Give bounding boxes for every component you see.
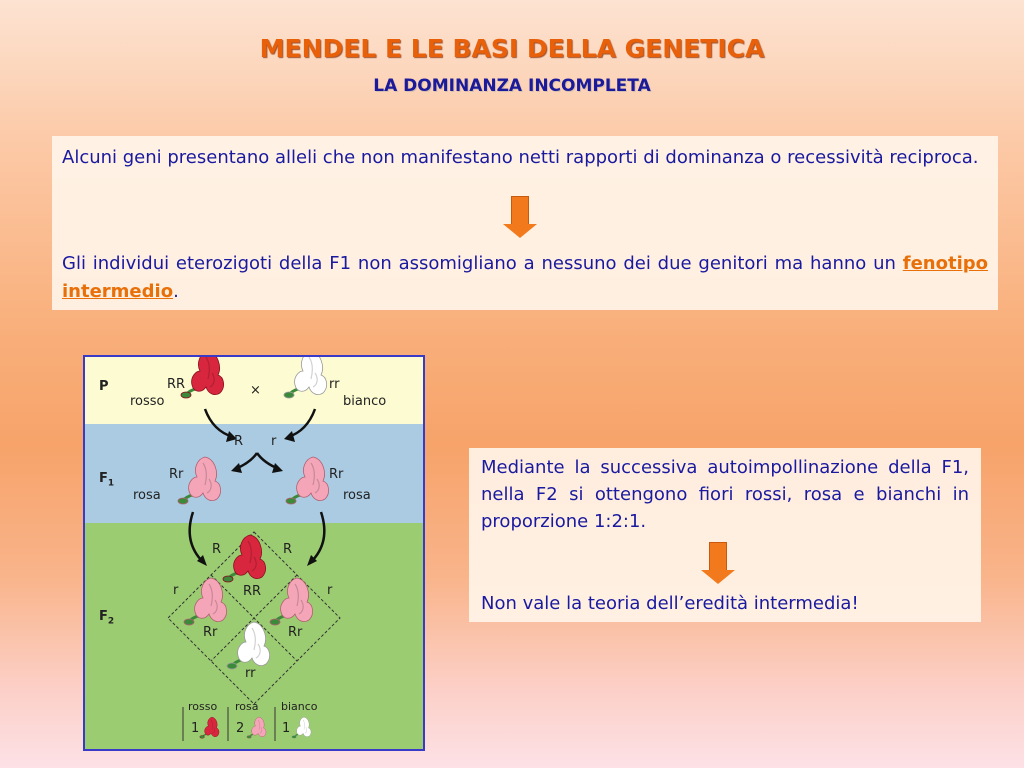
grid-gamete-left: r: [173, 583, 179, 598]
legend-red-flower-icon: [200, 717, 219, 738]
parent-left-label: rosso: [130, 394, 165, 409]
grid-left-genotype: Rr: [203, 625, 218, 640]
legend-label-rosa: rosa: [235, 700, 259, 713]
f1-right-genotype: Rr: [329, 467, 344, 482]
grid-bottom-genotype: rr: [245, 666, 256, 681]
f2-paragraph: Mediante la successiva autoimpollinazione della F1, nella F2 si ottengono fiori rossi, rosa e bianchi in proporzione 1:2:1.: [481, 457, 969, 532]
legend-white-flower-icon: [292, 717, 311, 738]
flower-white-f2: [227, 622, 270, 669]
down-arrow-icon-2: [701, 542, 735, 584]
cross-symbol: ×: [250, 383, 261, 398]
grid-gamete-top-right: R: [283, 542, 293, 557]
gamete-r-recessive: r: [271, 434, 277, 449]
gamete-r-dominant: R: [234, 434, 244, 449]
flower-red-f2: [223, 535, 266, 582]
f2-text-box: [469, 448, 981, 622]
punnett-drawing: [85, 357, 423, 749]
grid-gamete-right: r: [327, 583, 333, 598]
f1-right-label: rosa: [343, 488, 371, 503]
grid-right-genotype: Rr: [288, 625, 303, 640]
gen-label-f2: $F_2$: [99, 609, 115, 627]
flower-pink-f2-left: [184, 578, 227, 625]
grid-gamete-top-left: R: [212, 542, 222, 557]
slide-title: MENDEL E LE BASI DELLA GENETICA: [259, 34, 765, 63]
intro-paragraph: Alcuni geni presentano alleli che non manifestano netti rapporti di dominanza o recessività reciproca.: [62, 147, 979, 168]
flower-pink-f2-right: [270, 578, 313, 625]
legend-count-rosa: 2: [236, 721, 245, 736]
heterozygote-paragraph: [62, 250, 988, 306]
flower-red-parent: [181, 357, 224, 398]
intermediate-phenotype-highlight: fenotipo intermedio: [62, 253, 988, 302]
parent-right-label: bianco: [343, 394, 387, 409]
legend-label-rosso: rosso: [188, 700, 218, 713]
flower-pink-f1-left: [178, 457, 221, 504]
legend-label-bianco: bianco: [281, 700, 318, 713]
parent-right-genotype: rr: [329, 377, 340, 392]
slide-subtitle: LA DOMINANZA INCOMPLETA: [373, 76, 651, 96]
heterozygote-text: Gli individui eterozigoti della F1 non assomigliano a nessuno dei due genitori ma hanno un: [62, 253, 903, 274]
legend-count-rosso: 1: [191, 721, 200, 736]
grid-center-genotype: RR: [243, 584, 262, 599]
period: .: [173, 281, 179, 302]
conclusion-paragraph: Non vale la teoria dell’eredità intermedia!: [481, 593, 859, 614]
parent-left-genotype: RR: [167, 377, 186, 392]
punnett-figure: [83, 355, 425, 751]
down-arrow-icon: [503, 196, 537, 238]
f1-left-genotype: Rr: [169, 467, 184, 482]
f1-left-label: rosa: [133, 488, 161, 503]
legend-pink-flower-icon: [247, 717, 266, 738]
flower-white-parent: [284, 357, 327, 398]
flower-pink-f1-right: [286, 457, 329, 504]
gen-label-f1: $F_1$: [99, 471, 115, 489]
gen-label-p: P: [99, 379, 109, 394]
legend-count-bianco: 1: [282, 721, 291, 736]
